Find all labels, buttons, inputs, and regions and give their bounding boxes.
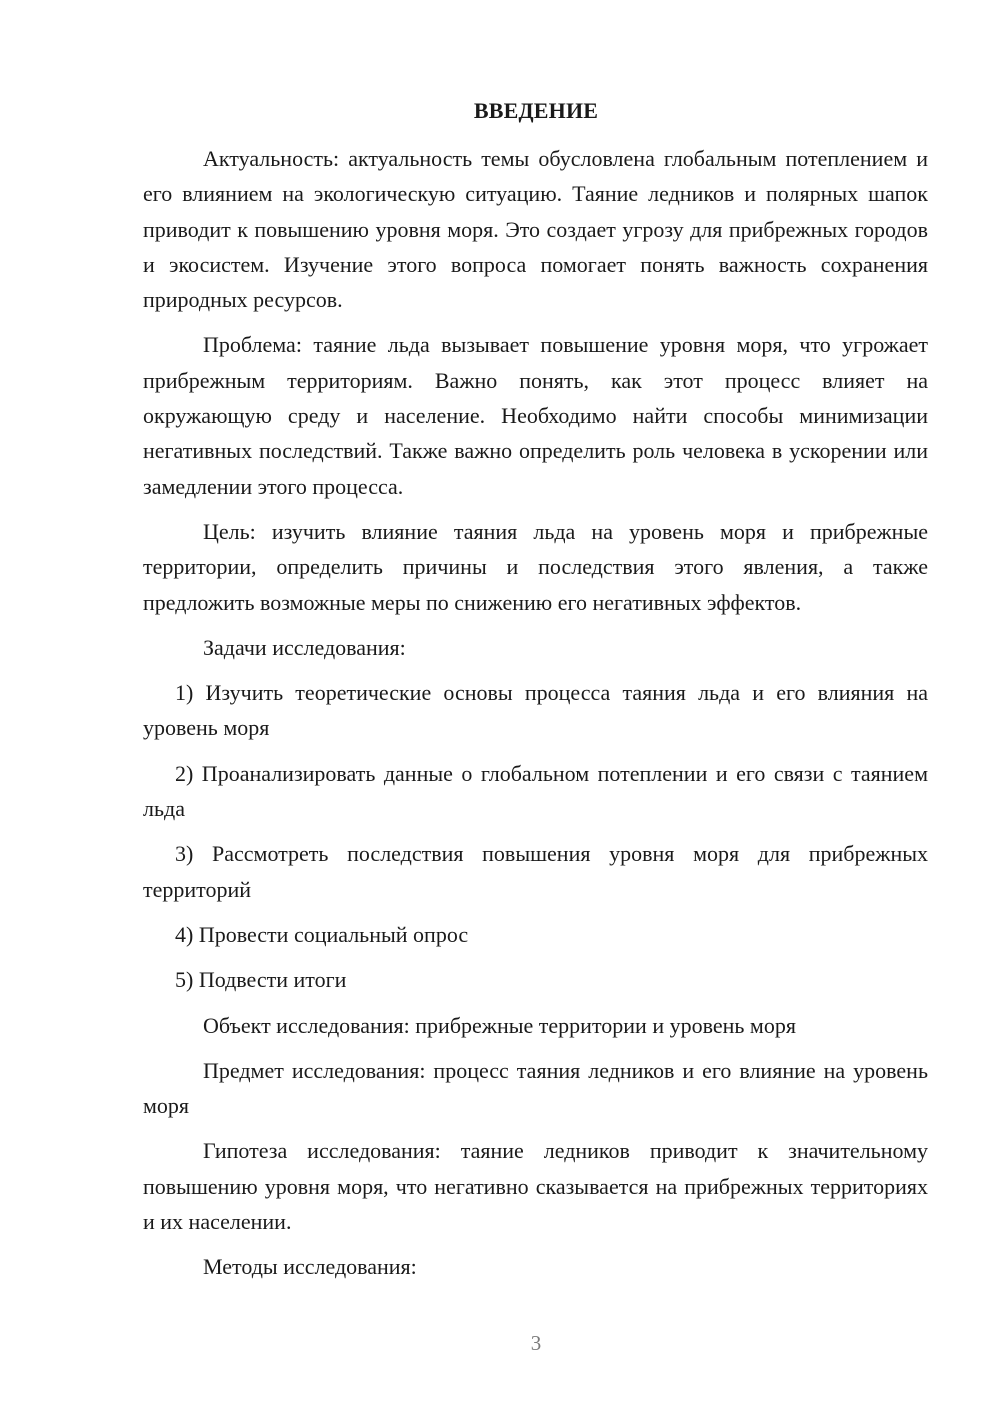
task-item-3: 3) Рассмотреть последствия повышения уровня моря для прибрежных территорий bbox=[143, 841, 928, 902]
tasks-title: Задачи исследования: bbox=[203, 634, 406, 660]
section-heading: ВВЕДЕНИЕ bbox=[473, 98, 599, 123]
hypothesis-paragraph: Гипотеза исследования: таяние ледников приводит к значительному повышению уровня моря, что негативно сказывается на прибрежных территориях и их населении. bbox=[143, 1138, 928, 1235]
page-number: 3 bbox=[530, 1331, 542, 1355]
object-paragraph: Объект исследования: прибрежные территории и уровень моря bbox=[203, 1012, 796, 1038]
document-body bbox=[143, 141, 928, 1295]
task-item-2: 2) Проанализировать данные о глобальном потеплении и его связи с таянием льда bbox=[143, 760, 928, 822]
task-item-4: 4) Провести социальный опрос bbox=[175, 921, 469, 947]
task-item-5: 5) Подвести итоги bbox=[175, 967, 347, 993]
subject-paragraph: Предмет исследования: процесс таяния ледников и его влияние на уровень моря bbox=[143, 1057, 928, 1119]
goal-paragraph: Цель: изучить влияние таяния льда на уровень моря и прибрежные территории, определить причины и последствия этого явления, а также предложить возможные меры по снижению его негативных эффектов. bbox=[143, 518, 928, 615]
methods-title: Методы исследования: bbox=[203, 1254, 417, 1280]
problem-paragraph: Проблема: таяние льда вызывает повышение уровня моря, что угрожает прибрежным территориям. Важно понять, как этот процесс влияет на окружающую среду и население. Необходимо найти способы минимизации негативных последствий. Также важно определить роль человека в ускорении или замедлении этого процесса. bbox=[143, 332, 928, 499]
relevance-paragraph: Актуальность: актуальность темы обусловлена глобальным потеплением и его влиянием на экологическую ситуацию. Таяние ледников и полярных шапок приводит к повышению уровня моря. Это создает угрозу для прибрежных городов и экосистем. Изучение этого вопроса помогает понять важность сохранения природных ресурсов. bbox=[143, 146, 928, 313]
task-item-1: 1) Изучить теоретические основы процесса таяния льда и его влияния на уровень моря bbox=[143, 680, 928, 741]
